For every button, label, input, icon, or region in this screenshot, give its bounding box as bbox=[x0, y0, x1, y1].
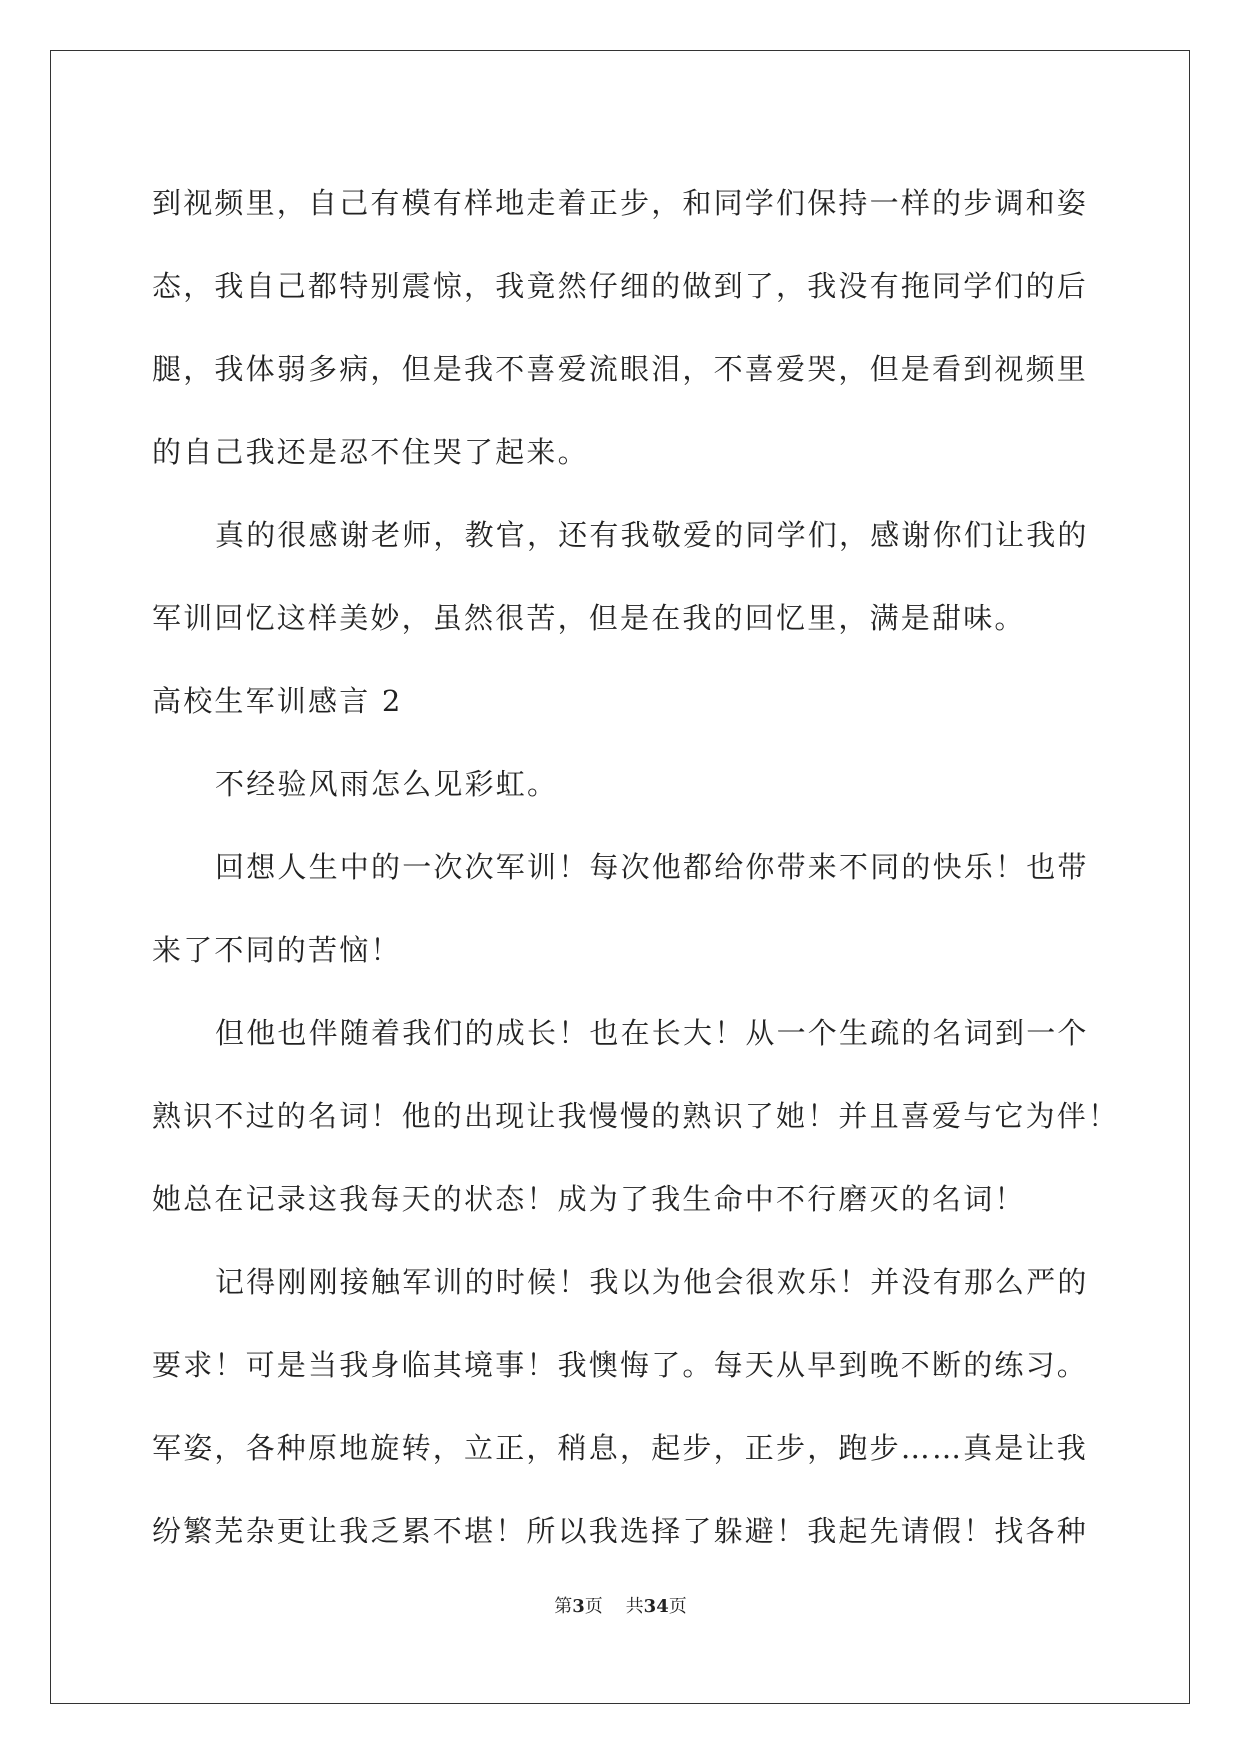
document-body bbox=[152, 162, 1120, 1573]
text-line: 来了不同的苦恼！ bbox=[152, 933, 402, 967]
section-heading: 高校生军训感言 2 bbox=[152, 684, 403, 718]
text-line: 熟识不过的名词！他的出现让我慢慢的熟识了她！并且喜爱与它为伴！ bbox=[152, 1099, 1120, 1133]
paragraph-start-line: 记得刚刚接触军训的时候！我以为他会很欢乐！并没有那么严的 bbox=[215, 1265, 1089, 1299]
total-prefix: 共 bbox=[625, 1596, 644, 1617]
total-pages: 34 bbox=[643, 1596, 669, 1617]
text-line: 军训回忆这样美妙，虽然很苦，但是在我的回忆里，满是甜味。 bbox=[152, 601, 1026, 635]
total-suffix: 页 bbox=[668, 1596, 687, 1617]
text-line: 到视频里，自己有模有样地走着正步，和同学们保持一样的步调和姿 bbox=[152, 186, 1089, 220]
text-line: 的自己我还是忍不住哭了起来。 bbox=[152, 435, 589, 469]
paragraph-start-line: 回想人生中的一次次军训！每次他都给你带来不同的快乐！也带 bbox=[215, 850, 1089, 884]
page-prefix: 第 bbox=[554, 1596, 573, 1617]
page-footer bbox=[0, 1592, 1241, 1618]
text-line: 态，我自己都特别震惊，我竟然仔细的做到了，我没有拖同学们的后 bbox=[152, 269, 1089, 303]
paragraph-start-line: 但他也伴随着我们的成长！也在长大！从一个生疏的名词到一个 bbox=[215, 1016, 1089, 1050]
text-line: 军姿，各种原地旋转，立正，稍息，起步，正步，跑步……真是让我 bbox=[152, 1431, 1089, 1465]
text-line: 她总在记录这我每天的状态！成为了我生命中不行磨灭的名词！ bbox=[152, 1182, 1026, 1216]
page-suffix: 页 bbox=[584, 1596, 603, 1617]
text-line: 要求！可是当我身临其境事！我懊悔了。每天从早到晚不断的练习。 bbox=[152, 1348, 1089, 1382]
paragraph-start-line: 真的很感谢老师，教官，还有我敬爱的同学们，感谢你们让我的 bbox=[215, 518, 1089, 552]
paragraph-start-line: 不经验风雨怎么见彩虹。 bbox=[215, 767, 559, 801]
page-number: 3 bbox=[572, 1596, 585, 1617]
text-line: 腿，我体弱多病，但是我不喜爱流眼泪，不喜爱哭，但是看到视频里 bbox=[152, 352, 1089, 386]
text-line: 纷繁芜杂更让我乏累不堪！所以我选择了躲避！我起先请假！找各种 bbox=[152, 1514, 1089, 1548]
